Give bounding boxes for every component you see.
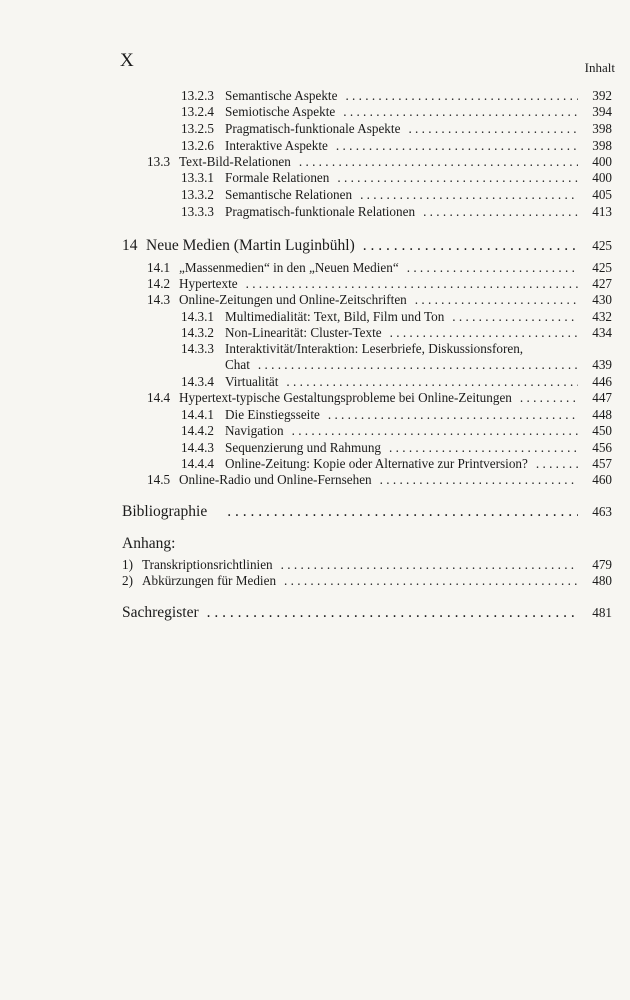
toc-entry-title: Formale Relationen xyxy=(225,170,330,185)
toc-entry-number: 14.4.2 xyxy=(181,423,214,438)
leader-dots xyxy=(227,504,578,520)
toc-entry-title: Hypertexte xyxy=(179,276,238,291)
leader-dots xyxy=(281,557,578,573)
toc-entry-page: 439 xyxy=(592,357,612,372)
toc-entry-page: 463 xyxy=(592,504,612,519)
toc-entry-title: Online-Radio und Online-Fernsehen xyxy=(179,472,372,487)
toc-entry xyxy=(0,325,612,341)
leader-dots xyxy=(343,104,578,120)
leader-dots xyxy=(360,187,578,203)
leader-dots xyxy=(284,573,578,589)
leader-dots xyxy=(328,407,578,423)
toc-entry-page: 456 xyxy=(592,440,612,455)
leader-dots xyxy=(336,138,578,154)
toc-entry-number: 13.3.2 xyxy=(181,187,214,202)
leader-dots xyxy=(246,276,578,292)
toc-entry-number: 14.3.4 xyxy=(181,374,214,389)
toc-entry-page: 392 xyxy=(592,88,612,103)
toc-entry-number: 14.4 xyxy=(147,390,171,405)
leader-dots xyxy=(415,292,578,308)
toc-entry xyxy=(0,170,612,186)
toc-entry-title: Non-Linearität: Cluster-Texte xyxy=(225,325,382,340)
toc-entry-page: 446 xyxy=(592,374,612,389)
toc-entry-page: 460 xyxy=(592,472,612,487)
toc-entry-number: 14.3.3 xyxy=(181,341,214,356)
toc-entry-title: Interaktive Aspekte xyxy=(225,138,328,153)
toc-entry-number: 13.2.3 xyxy=(181,88,214,103)
toc-entry xyxy=(0,407,612,423)
toc-entry xyxy=(0,276,612,292)
toc-entry xyxy=(0,390,612,406)
toc-entry-title: Text-Bild-Relationen xyxy=(179,154,291,169)
toc-entry-page: 398 xyxy=(592,121,612,136)
toc-entry-title: Bibliographie xyxy=(122,503,208,520)
toc-entry xyxy=(0,292,612,308)
leader-dots xyxy=(258,357,578,373)
toc-entry xyxy=(0,456,612,472)
toc-entry-title: Multimedialität: Text, Bild, Film und Ton xyxy=(225,309,445,324)
toc-entry-page: 425 xyxy=(592,238,612,253)
toc-entry-number: 14.2 xyxy=(147,276,171,291)
toc-entry-number: 13.3.1 xyxy=(181,170,214,185)
toc-entry-title: Semantische Aspekte xyxy=(225,88,338,103)
toc-entry-number: 14.3.1 xyxy=(181,309,214,324)
leader-dots xyxy=(423,204,578,220)
leader-dots xyxy=(299,154,578,170)
toc-entry-page: 405 xyxy=(592,187,612,202)
toc-entry-page: 398 xyxy=(592,138,612,153)
running-head: Inhalt xyxy=(584,60,615,75)
toc-entry-title: Semiotische Aspekte xyxy=(225,104,336,119)
toc-entry-page: 427 xyxy=(592,276,612,291)
toc-entry-page: 450 xyxy=(592,423,612,438)
toc-entry-page: 434 xyxy=(592,325,612,340)
toc-entry-title: Online-Zeitungen und Online-Zeitschriften xyxy=(179,292,407,307)
toc-entry-number: 13.2.6 xyxy=(181,138,214,153)
leader-dots xyxy=(207,605,578,621)
toc-entry-page: 481 xyxy=(592,605,612,620)
leader-dots xyxy=(380,472,578,488)
toc-entry xyxy=(0,423,612,439)
toc-entry-number: 14.1 xyxy=(147,260,171,275)
toc-entry-page: 447 xyxy=(592,390,612,405)
leader-dots xyxy=(390,325,578,341)
toc-entry-title: Pragmatisch-funktionale Relationen xyxy=(225,204,416,219)
toc-entry-title: Abkürzungen für Medien xyxy=(142,573,277,588)
toc-entry-title: Sequenzierung und Rahmung xyxy=(225,440,382,455)
toc-entry-number: 14.5 xyxy=(147,472,171,487)
toc-entry-title: Online-Zeitung: Kopie oder Alternative zur Printversion? xyxy=(225,456,528,471)
toc-entry-title: Die Einstiegsseite xyxy=(225,407,320,422)
toc-chapter xyxy=(0,605,612,621)
leader-dots xyxy=(536,456,578,472)
toc-entry-title: Navigation xyxy=(225,423,284,438)
toc-entry-page: 425 xyxy=(592,260,612,275)
toc-entry-title: „Massenmedien“ in den „Neuen Medien“ xyxy=(179,260,399,275)
leader-dots xyxy=(389,440,578,456)
toc-entry-number: 1) xyxy=(122,557,133,572)
leader-dots xyxy=(452,309,578,325)
toc-entry-title: Neue Medien (Martin Luginbühl) xyxy=(146,237,355,254)
toc-entry xyxy=(0,357,612,373)
toc-entry-number: 14.3 xyxy=(147,292,171,307)
toc-entry xyxy=(0,204,612,220)
page-number: X xyxy=(120,50,135,71)
anhang-heading: Anhang: xyxy=(122,535,176,552)
toc-entry-page: 480 xyxy=(592,573,612,588)
leader-dots xyxy=(292,423,578,439)
leader-dots xyxy=(337,170,578,186)
toc-entry-number: 14.4.4 xyxy=(181,456,214,471)
toc-entry-number: 2) xyxy=(122,573,133,588)
toc-entry-page: 432 xyxy=(592,309,612,324)
toc-chapter xyxy=(0,504,612,520)
toc-entry-number: 13.3.3 xyxy=(181,204,214,219)
toc-entry-page: 448 xyxy=(592,407,612,422)
toc-entry-title: Hypertext-typische Gestaltungsprobleme bei Online-Zeitungen xyxy=(179,390,512,405)
toc-entry-page: 394 xyxy=(592,104,612,119)
toc-entry-number: 14.4.3 xyxy=(181,440,214,455)
toc-entry xyxy=(0,121,612,137)
toc-entry-title: Sachregister xyxy=(122,604,199,621)
toc-entry xyxy=(0,557,612,573)
toc-entry-title: Interaktivität/Interaktion: Leserbriefe, Diskussionsforen, xyxy=(225,341,524,356)
toc-entry-title: Transkriptionsrichtlinien xyxy=(142,557,273,572)
leader-dots xyxy=(345,88,578,104)
toc-entry xyxy=(0,154,612,170)
toc-entry-number: 14.3.2 xyxy=(181,325,214,340)
leader-dots xyxy=(408,121,578,137)
toc-entry xyxy=(0,104,612,120)
leader-dots xyxy=(407,260,578,276)
toc-entry-page: 479 xyxy=(592,557,612,572)
toc-entry xyxy=(0,187,612,203)
toc-entry xyxy=(0,260,612,276)
toc-entry-page: 400 xyxy=(592,170,612,185)
toc-entry-title: Pragmatisch-funktionale Aspekte xyxy=(225,121,401,136)
leader-dots xyxy=(520,390,578,406)
toc-entry-title: Virtualität xyxy=(225,374,279,389)
toc-entry xyxy=(0,309,612,325)
toc-entry-number: 14.4.1 xyxy=(181,407,214,422)
leader-dots xyxy=(363,238,578,254)
toc-entry xyxy=(0,374,612,390)
toc-entry xyxy=(0,138,612,154)
toc-entry-page: 413 xyxy=(592,204,612,219)
toc-entry xyxy=(0,88,612,104)
toc-entry-page: 457 xyxy=(592,456,612,471)
toc-entry xyxy=(0,573,612,589)
leader-dots xyxy=(286,374,578,390)
toc-entry-page: 400 xyxy=(592,154,612,169)
toc-entry xyxy=(0,440,612,456)
toc-entry-number: 13.2.4 xyxy=(181,104,214,119)
toc-entry-number: 14 xyxy=(122,237,138,254)
toc-entry-first-line xyxy=(181,341,523,357)
toc-entry-page: 430 xyxy=(592,292,612,307)
toc-chapter xyxy=(0,238,612,254)
toc-entry-number: 13.3 xyxy=(147,154,171,169)
toc-entry-title: Semantische Relationen xyxy=(225,187,353,202)
toc-entry xyxy=(0,472,612,488)
toc-entry-title-continuation: Chat xyxy=(225,357,250,372)
toc-entry-number: 13.2.5 xyxy=(181,121,214,136)
